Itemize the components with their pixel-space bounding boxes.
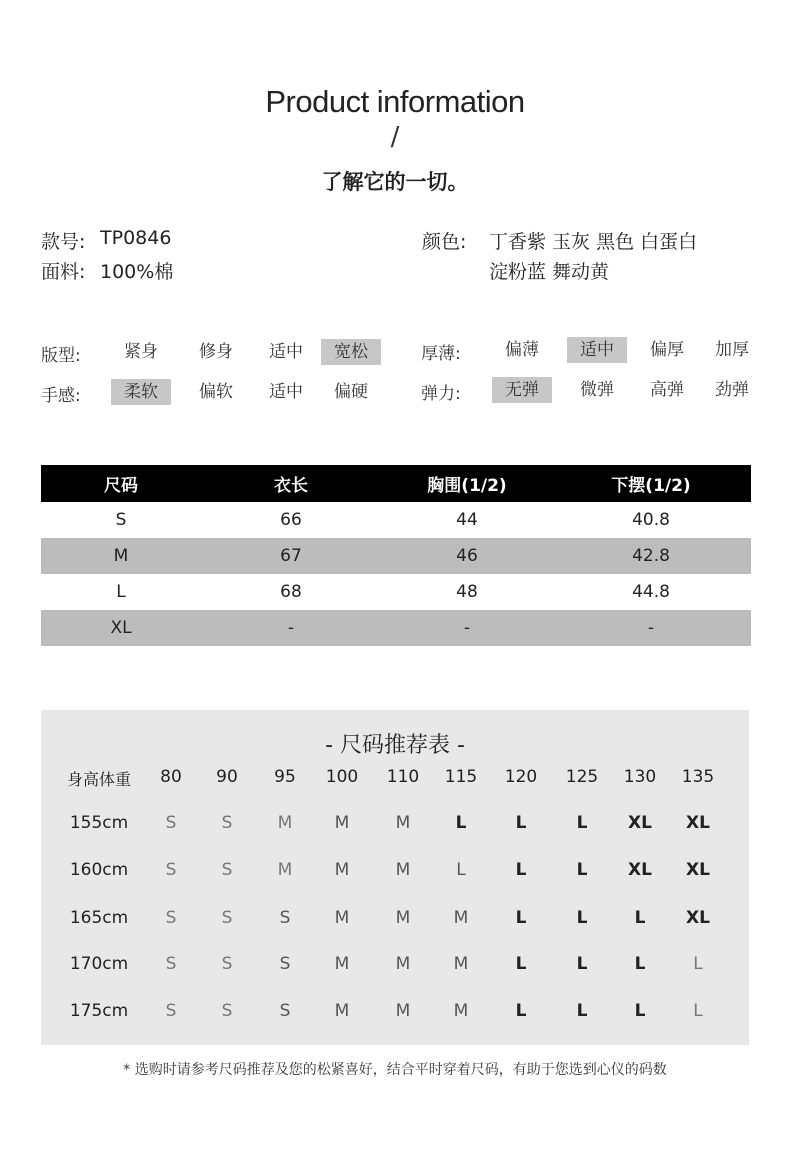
page-title: Product information — [265, 84, 525, 119]
recommended-size: M — [395, 813, 411, 833]
recommended-size: XL — [628, 813, 652, 833]
cell-hem: - — [647, 618, 655, 638]
height-label: 175cm — [69, 1001, 129, 1021]
attr-option-thickness: 偏厚 — [650, 340, 684, 360]
color-values-line1: 丁香紫 玉灰 黑色 白蛋白 — [489, 231, 698, 253]
title-divider: / — [390, 122, 400, 152]
recommended-size: S — [279, 1001, 291, 1021]
recommended-size: L — [515, 954, 527, 974]
recommended-size: M — [453, 1001, 469, 1021]
color-label: 颜色: — [422, 231, 467, 253]
attr-option-feel: 偏硬 — [334, 382, 368, 402]
recommended-size: S — [221, 954, 233, 974]
table-row — [41, 538, 751, 574]
weight-header: 125 — [565, 767, 599, 787]
footnote: * 选购时请参考尺码推荐及您的松紧喜好，结合平时穿着尺码，有助于您选到心仪的码数 — [123, 1062, 667, 1078]
attr-option-stretch: 高弹 — [650, 380, 684, 400]
fabric-label: 面料: — [41, 261, 86, 283]
cell-size: M — [113, 546, 129, 566]
attr-label-stretch: 弹力: — [421, 384, 461, 404]
recommended-size: S — [221, 1001, 233, 1021]
grid-corner-label: 身高体重 — [66, 770, 131, 789]
recommended-size: S — [165, 908, 177, 928]
recommended-size: XL — [686, 860, 710, 880]
cell-hem: 44.8 — [632, 582, 670, 602]
recommended-size: S — [165, 1001, 177, 1021]
recommended-size: M — [395, 954, 411, 974]
recommended-size: L — [693, 954, 703, 974]
attr-option-thickness-selected: 适中 — [567, 337, 627, 363]
weight-header: 90 — [216, 767, 238, 787]
recommended-size: S — [165, 813, 177, 833]
header-hem: 下摆(1/2) — [611, 476, 691, 496]
recommended-size: L — [515, 1001, 527, 1021]
recommended-size: M — [334, 1001, 350, 1021]
attr-option-stretch-selected: 无弹 — [492, 377, 552, 403]
recommended-size: L — [515, 908, 527, 928]
recommended-size: M — [334, 813, 350, 833]
cell-hem: 40.8 — [632, 510, 670, 530]
weight-header: 110 — [386, 767, 420, 787]
recommended-size: XL — [628, 860, 652, 880]
recommended-size: M — [334, 908, 350, 928]
weight-header: 135 — [681, 767, 715, 787]
attr-label-thickness: 厚薄: — [421, 344, 461, 364]
recommended-size: S — [279, 954, 291, 974]
recommended-size: L — [634, 954, 646, 974]
cell-chest: 46 — [456, 546, 478, 566]
recommended-size: L — [455, 813, 467, 833]
fabric-value: 100%棉 — [100, 261, 174, 283]
cell-length: 66 — [280, 510, 302, 530]
cell-chest: - — [463, 618, 471, 638]
cell-chest: 48 — [456, 582, 478, 602]
header-chest: 胸围(1/2) — [427, 476, 507, 496]
attr-option-fit: 紧身 — [124, 342, 158, 362]
recommended-size: L — [634, 1001, 646, 1021]
attr-option-fit-selected: 宽松 — [321, 339, 381, 365]
height-label: 155cm — [69, 813, 129, 833]
attr-label-fit: 版型: — [41, 346, 81, 366]
cell-length: 67 — [280, 546, 302, 566]
page-subtitle: 了解它的一切。 — [321, 170, 469, 194]
recommended-size: L — [576, 954, 588, 974]
header-length: 衣长 — [274, 476, 308, 496]
attr-label-feel: 手感: — [41, 386, 81, 406]
color-values-line2: 淀粉蓝 舞动黄 — [489, 261, 610, 283]
size-recommendation-panel — [41, 710, 749, 1045]
attr-option-feel: 适中 — [269, 382, 303, 402]
attr-option-thickness: 加厚 — [715, 340, 749, 360]
weight-header: 115 — [444, 767, 478, 787]
recommended-size: L — [576, 860, 588, 880]
table-row — [41, 574, 751, 610]
recommended-size: L — [515, 813, 527, 833]
recommended-size: L — [634, 908, 646, 928]
recommended-size: L — [576, 813, 588, 833]
recommendation-title: - 尺码推荐表 - — [325, 733, 465, 758]
style-no-value: TP0846 — [100, 227, 172, 249]
cell-length: 68 — [280, 582, 302, 602]
size-table — [41, 465, 751, 646]
recommended-size: XL — [686, 813, 710, 833]
cell-length: - — [287, 618, 295, 638]
height-label: 170cm — [69, 954, 129, 974]
recommended-size: M — [395, 860, 411, 880]
recommended-size: L — [576, 908, 588, 928]
recommended-size: S — [279, 908, 291, 928]
size-table-header — [41, 465, 751, 502]
cell-size: L — [116, 582, 126, 602]
table-row — [41, 610, 751, 646]
recommended-size: M — [453, 908, 469, 928]
attr-option-fit: 修身 — [199, 342, 233, 362]
recommended-size: S — [221, 860, 233, 880]
recommended-size: XL — [686, 908, 710, 928]
weight-header: 120 — [504, 767, 538, 787]
style-no-label: 款号: — [41, 231, 86, 253]
weight-header: 95 — [274, 767, 296, 787]
attr-option-feel-selected: 柔软 — [111, 379, 171, 405]
attr-option-fit: 适中 — [269, 342, 303, 362]
cell-chest: 44 — [456, 510, 478, 530]
height-label: 160cm — [69, 860, 129, 880]
recommended-size: L — [576, 1001, 588, 1021]
recommended-size: S — [221, 813, 233, 833]
recommended-size: S — [165, 860, 177, 880]
cell-size: XL — [110, 618, 132, 638]
attr-option-feel: 偏软 — [199, 382, 233, 402]
recommended-size: M — [277, 813, 293, 833]
cell-size: S — [115, 510, 127, 530]
recommended-size: L — [456, 860, 466, 880]
weight-header: 130 — [623, 767, 657, 787]
recommended-size: L — [515, 860, 527, 880]
recommended-size: M — [277, 860, 293, 880]
attr-option-thickness: 偏薄 — [505, 340, 539, 360]
recommended-size: M — [395, 908, 411, 928]
recommended-size: S — [165, 954, 177, 974]
recommended-size: M — [334, 860, 350, 880]
table-row — [41, 502, 751, 538]
recommended-size: M — [453, 954, 469, 974]
weight-header: 100 — [325, 767, 359, 787]
recommended-size: M — [395, 1001, 411, 1021]
recommended-size: L — [693, 1001, 703, 1021]
header-size: 尺码 — [104, 476, 138, 496]
attr-option-stretch: 劲弹 — [715, 380, 749, 400]
weight-header: 80 — [160, 767, 182, 787]
height-label: 165cm — [69, 908, 129, 928]
recommended-size: M — [334, 954, 350, 974]
attr-option-stretch: 微弹 — [580, 380, 614, 400]
cell-hem: 42.8 — [632, 546, 670, 566]
recommended-size: S — [221, 908, 233, 928]
